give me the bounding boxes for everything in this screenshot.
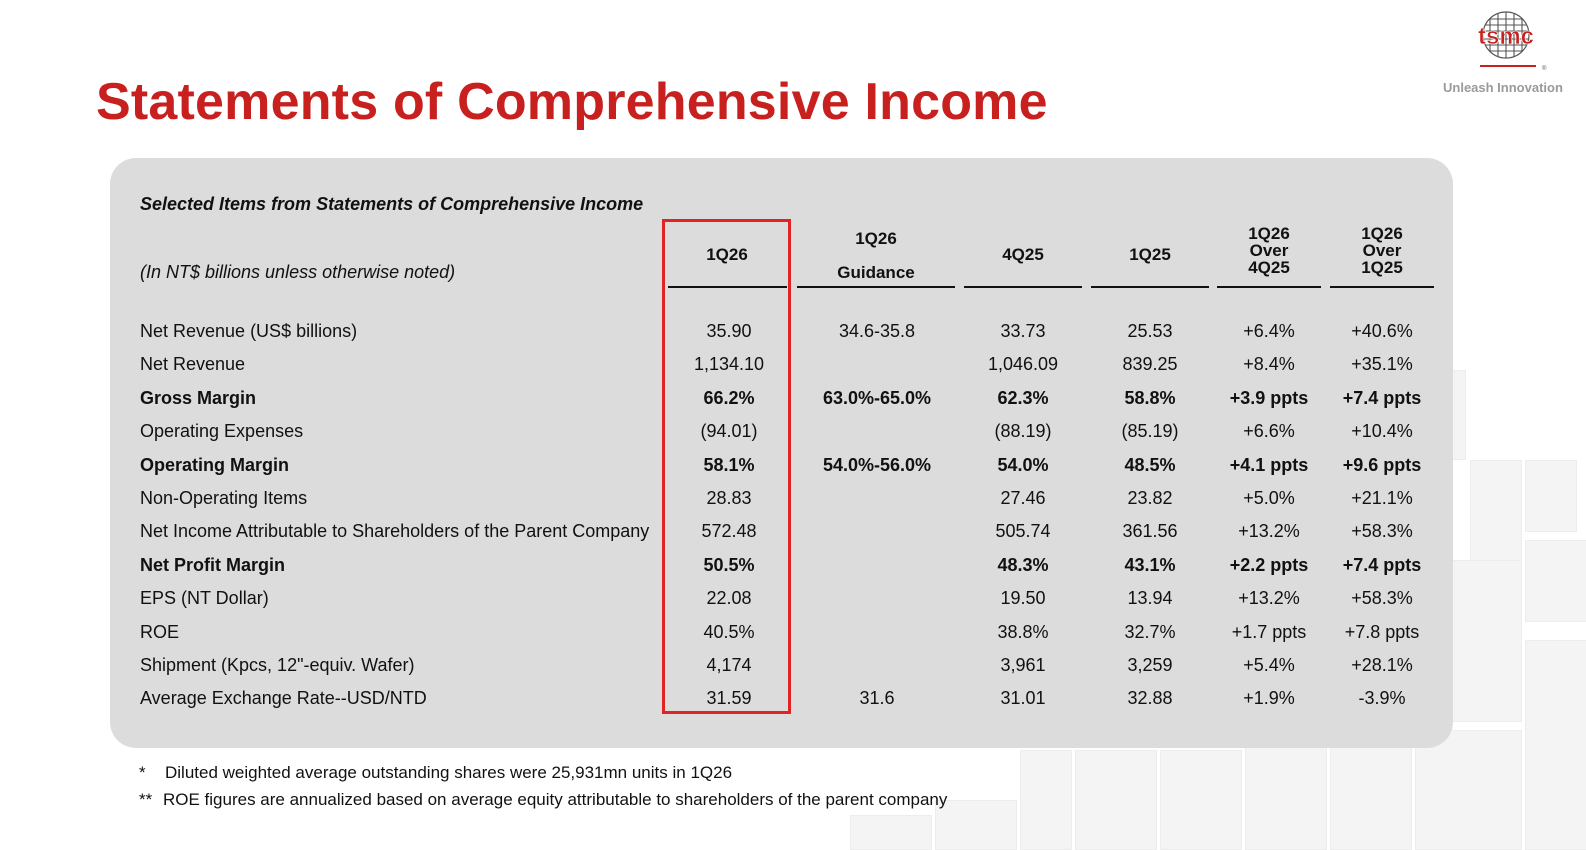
background-square <box>1075 750 1157 850</box>
cell-value: 48.3% <box>997 555 1049 575</box>
header-rule <box>964 286 1082 288</box>
cell-value: +6.6% <box>1243 421 1295 441</box>
row-label: Net Profit Margin <box>140 555 286 575</box>
col-header-over-4q25: 1Q26 Over 4Q25 <box>1248 224 1290 277</box>
cell-value: +7.4 ppts <box>1342 555 1422 575</box>
cell-value: 62.3% <box>997 388 1049 408</box>
background-square <box>1470 460 1522 562</box>
cell-value: 23.82 <box>1127 488 1173 508</box>
col-header-1q26: 1Q26 <box>706 245 748 264</box>
header-rule <box>1217 286 1321 288</box>
cell-value: 31.59 <box>706 688 752 708</box>
cell-value: +1.7 ppts <box>1231 622 1307 642</box>
header-rule <box>1091 286 1209 288</box>
background-square <box>1160 750 1242 850</box>
logo-wordmark: tsmc <box>1477 23 1535 50</box>
header-rule <box>1330 286 1434 288</box>
col-header-1q25: 1Q25 <box>1129 245 1171 264</box>
cell-value: (94.01) <box>700 421 758 441</box>
cell-value: 40.5% <box>703 622 755 642</box>
cell-value: 58.8% <box>1124 388 1176 408</box>
cell-value: 1,046.09 <box>987 354 1059 374</box>
col-header-4q25: 4Q25 <box>1002 245 1044 264</box>
cell-value: 4,174 <box>706 655 752 675</box>
cell-value: 31.6 <box>859 688 895 708</box>
cell-value: 505.74 <box>995 521 1051 541</box>
background-square <box>1415 730 1522 850</box>
cell-value: 63.0%-65.0% <box>822 388 932 408</box>
cell-value: 572.48 <box>701 521 757 541</box>
cell-value: +13.2% <box>1238 521 1300 541</box>
row-label: Net Revenue <box>140 354 246 374</box>
cell-value: 38.8% <box>997 622 1049 642</box>
row-label: Operating Margin <box>140 455 290 475</box>
tagline: Unleash Innovation <box>1443 80 1563 95</box>
cell-value: +7.8 ppts <box>1344 622 1420 642</box>
cell-value: 13.94 <box>1127 588 1173 608</box>
cell-value: 839.25 <box>1122 354 1178 374</box>
cell-value: 32.88 <box>1127 688 1173 708</box>
cell-value: 32.7% <box>1124 622 1176 642</box>
background-square <box>1525 640 1586 850</box>
background-square <box>1330 730 1412 850</box>
footnote-text: ROE figures are annualized based on average equity attributable to shareholders of the parent company <box>163 790 948 809</box>
cell-value: +6.4% <box>1243 321 1295 341</box>
footnote-mark: * <box>139 763 146 782</box>
cell-value: 25.53 <box>1127 321 1173 341</box>
unit-note: (In NT$ billions unless otherwise noted) <box>140 262 456 282</box>
cell-value: 19.50 <box>1000 588 1046 608</box>
background-square <box>850 815 932 850</box>
footnote-roe <box>139 790 947 810</box>
cell-value: +28.1% <box>1351 655 1413 675</box>
cell-value: +3.9 ppts <box>1229 388 1309 408</box>
cell-value: 361.56 <box>1122 521 1178 541</box>
cell-value: +5.0% <box>1243 488 1295 508</box>
row-label: ROE <box>140 622 180 642</box>
cell-value: 54.0% <box>997 455 1049 475</box>
cell-value: +40.6% <box>1351 321 1413 341</box>
row-label: Operating Expenses <box>140 421 304 441</box>
cell-value: +58.3% <box>1351 521 1413 541</box>
cell-value: +8.4% <box>1243 354 1295 374</box>
cell-value: (85.19) <box>1121 421 1179 441</box>
page-title: Statements of Comprehensive Income <box>96 73 1048 131</box>
background-square <box>1245 730 1327 850</box>
row-label: Average Exchange Rate--USD/NTD <box>140 688 427 708</box>
cell-value: +9.6 ppts <box>1342 455 1422 475</box>
cell-value: 28.83 <box>706 488 752 508</box>
cell-value: +1.9% <box>1243 688 1295 708</box>
background-square <box>1020 750 1072 850</box>
cell-value: 27.46 <box>1000 488 1046 508</box>
header-rule <box>797 286 955 288</box>
cell-value: +2.2 ppts <box>1229 555 1309 575</box>
cell-value: +10.4% <box>1351 421 1413 441</box>
row-label: Non-Operating Items <box>140 488 308 508</box>
background-square <box>1525 460 1577 532</box>
footnote-shares <box>139 763 732 783</box>
cell-value: 48.5% <box>1124 455 1176 475</box>
cell-value: 22.08 <box>706 588 752 608</box>
svg-text:®: ® <box>1542 66 1547 72</box>
cell-value: 66.2% <box>703 388 755 408</box>
table-caption: Selected Items from Statements of Comprehensive Income <box>140 194 644 214</box>
cell-value: 43.1% <box>1124 555 1176 575</box>
cell-value: +58.3% <box>1351 588 1413 608</box>
cell-value: 58.1% <box>703 455 755 475</box>
row-label: Gross Margin <box>140 388 257 408</box>
footnote-text: Diluted weighted average outstanding shares were 25,931mn units in 1Q26 <box>165 763 733 782</box>
cell-value: 3,259 <box>1127 655 1173 675</box>
cell-value: 33.73 <box>1000 321 1046 341</box>
cell-value: 35.90 <box>706 321 752 341</box>
cell-value: -3.9% <box>1358 688 1406 708</box>
cell-value: (88.19) <box>994 421 1052 441</box>
row-label: Net Income Attributable to Shareholders of the Parent Company <box>140 521 650 541</box>
cell-value: 34.6-35.8 <box>838 321 916 341</box>
col-header-guidance: 1Q26 Guidance <box>837 229 915 282</box>
footnote-mark: ** <box>139 790 153 809</box>
row-label: Net Revenue (US$ billions) <box>140 321 358 341</box>
cell-value: +7.4 ppts <box>1342 388 1422 408</box>
cell-value: +5.4% <box>1243 655 1295 675</box>
tsmc-logo <box>1462 8 1558 72</box>
background-square <box>1525 540 1586 622</box>
col-header-over-1q25: 1Q26 Over 1Q25 <box>1361 224 1403 277</box>
cell-value: 50.5% <box>703 555 755 575</box>
row-label: Shipment (Kpcs, 12"-equiv. Wafer) <box>140 655 415 675</box>
cell-value: +13.2% <box>1238 588 1300 608</box>
cell-value: 54.0%-56.0% <box>822 455 932 475</box>
cell-value: +4.1 ppts <box>1229 455 1309 475</box>
row-label: EPS (NT Dollar) <box>140 588 269 608</box>
cell-value: +35.1% <box>1351 354 1413 374</box>
highlight-box-1q26 <box>662 219 791 714</box>
cell-value: 1,134.10 <box>693 354 765 374</box>
cell-value: 31.01 <box>1000 688 1046 708</box>
cell-value: +21.1% <box>1351 488 1413 508</box>
cell-value: 3,961 <box>1000 655 1046 675</box>
